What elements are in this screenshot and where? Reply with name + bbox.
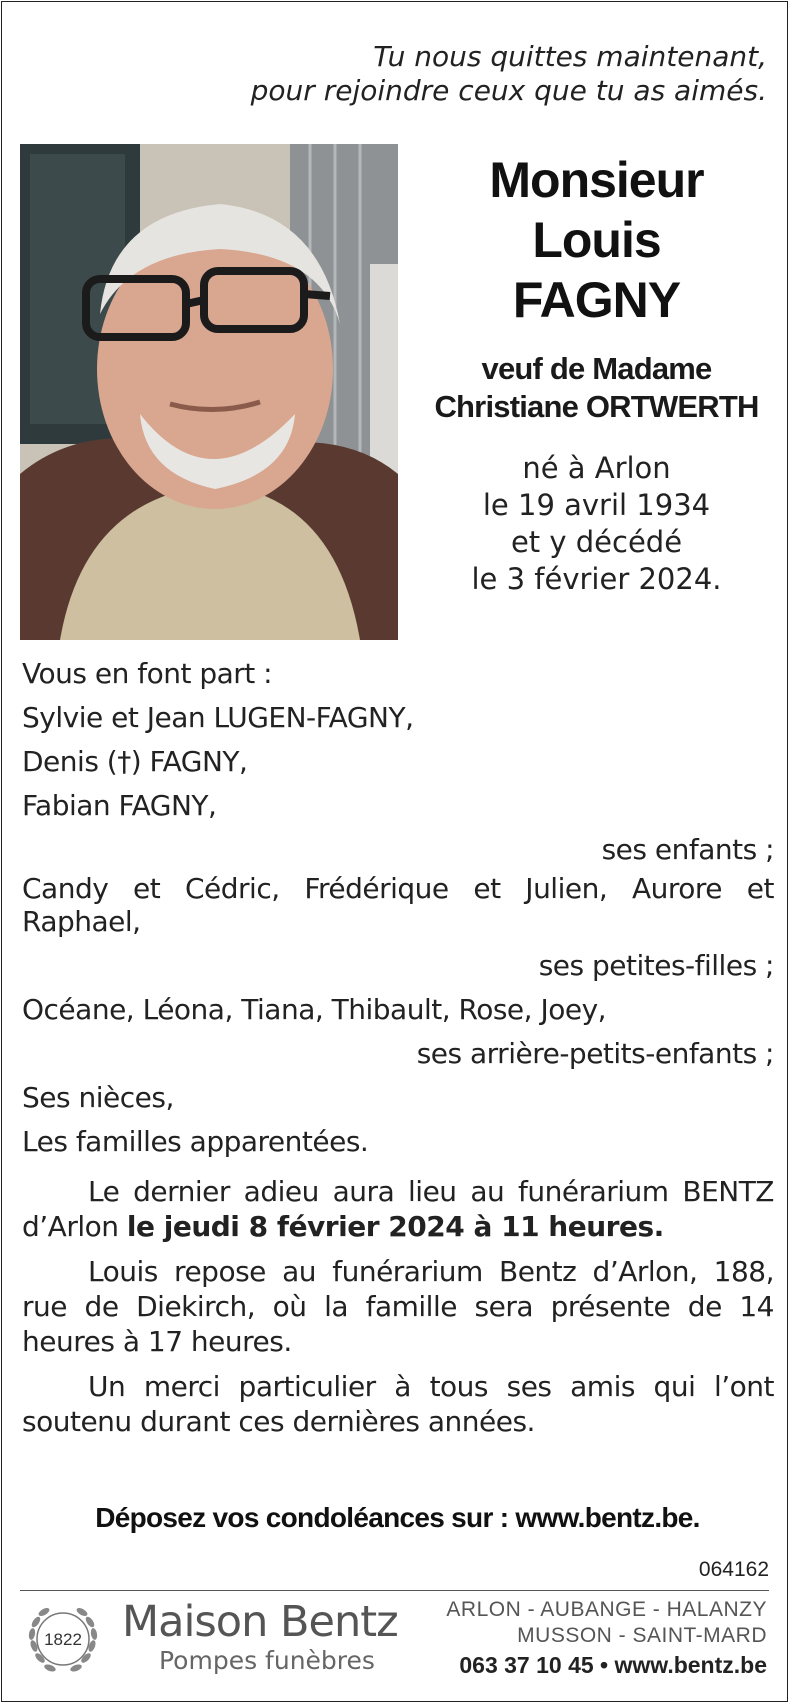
birth-death-details (414, 450, 779, 598)
laurel-seal-logo (22, 1598, 104, 1680)
funeral-home-tagline: Pompes funèbres (159, 1646, 375, 1675)
contact-info: 063 37 10 45 • www.bentz.be (459, 1652, 767, 1678)
grandchildren-label: ses petites-filles ; (538, 949, 774, 982)
children-label: ses enfants ; (601, 833, 774, 866)
honorific: Monsieur (489, 152, 704, 208)
epitaph-quote (251, 40, 767, 108)
obituary-notice (1, 1, 788, 1702)
footer-divider (20, 1590, 769, 1591)
portrait-illustration (20, 144, 398, 640)
first-name: Louis (532, 212, 661, 268)
branch-locations (446, 1597, 767, 1649)
condolences-link: Déposez vos condoléances sur : www.bentz.be. (95, 1502, 700, 1533)
family-announcement (22, 652, 774, 1439)
last-name: FAGNY (512, 272, 681, 328)
reference-number: 064162 (698, 1558, 769, 1581)
seal-year: 1822 (44, 1630, 82, 1649)
child-1: Sylvie et Jean LUGEN-FAGNY, (22, 701, 414, 734)
ceremony-date: le jeudi 8 février 2024 à 11 heures. (126, 1210, 664, 1243)
towns-line-2: MUSSON - SAINT-MARD (517, 1624, 767, 1647)
funeral-home-brand: Maison Bentz (122, 1597, 398, 1647)
child-2: Denis (†) FAGNY, (22, 745, 248, 778)
widower-of (414, 350, 779, 426)
ceremony-paragraph (22, 1174, 774, 1244)
announcement-intro: Vous en font part : (22, 657, 273, 690)
born-line-4: le 3 février 2024. (471, 562, 722, 596)
widow-line-2: Christiane ORTWERTH (434, 389, 759, 424)
visitation-paragraph: Louis repose au funérarium Bentz d’Arlon, 188, rue de Diekirch, où la famille sera présente de 14 heures à 17 heures. (22, 1255, 774, 1358)
related-families: Les familles apparentées. (22, 1125, 369, 1158)
ceremony-text: Le dernier adieu aura lieu au funérarium BENTZ d’Arlon (22, 1175, 774, 1243)
grandchildren: Candy et Cédric, Frédérique et Julien, Aurore et Raphael, (22, 872, 774, 938)
great-grandchildren: Océane, Léona, Tiana, Thibault, Rose, Joey, (22, 993, 607, 1026)
quote-line-1: Tu nous quittes maintenant, (373, 40, 767, 73)
born-line-1: né à Arlon (522, 451, 671, 485)
towns-line-1: ARLON - AUBANGE - HALANZY (446, 1598, 767, 1621)
thanks-paragraph: Un merci particulier à tous ses amis qui l’ont soutenu durant ces dernières années. (22, 1370, 774, 1438)
great-grandchildren-label: ses arrière-petits-enfants ; (416, 1037, 774, 1070)
deceased-identity (414, 150, 779, 598)
born-line-3: et y décédé (510, 525, 683, 559)
born-line-2: le 19 avril 1934 (482, 488, 711, 522)
deceased-photo (20, 144, 398, 640)
nieces: Ses nièces, (22, 1081, 174, 1114)
child-3: Fabian FAGNY, (22, 789, 217, 822)
widow-line-1: veuf de Madame (481, 351, 712, 386)
quote-line-2: pour rejoindre ceux que tu as aimés. (250, 74, 767, 107)
